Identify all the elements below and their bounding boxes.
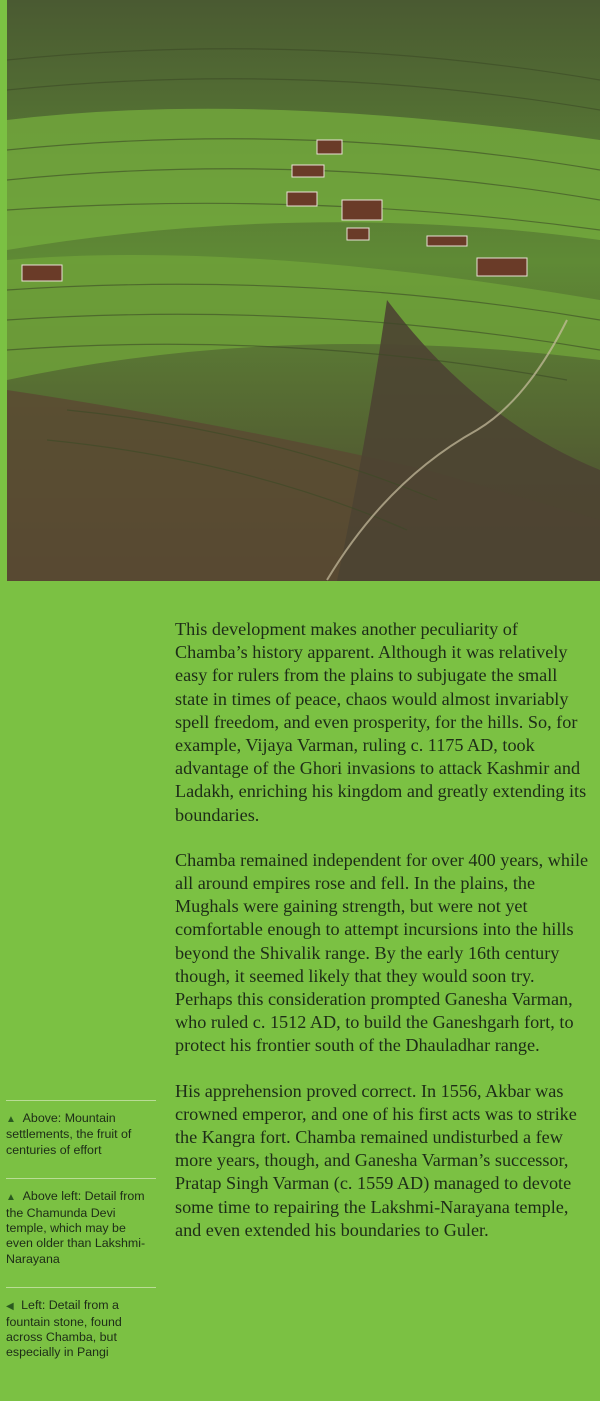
paragraph-3: His apprehension proved correct. In 1556, Akbar was crowned emperor, and one of his first acts was to strike the Kangra fort. Chamba remained undisturbed a few more years, though, and Ganesha Varman’s successor, Pratap Singh Varman (c. 1559 AD) managed to devote some time to repairing the Lakshmi-Narayana temple, and even extended his boundaries to Guler. <box>175 1080 577 1240</box>
paragraph-1: This development makes another peculiarity of Chamba’s history apparent. Although it was relatively easy for rulers from the plains to subjugate the small state in times of peace, chaos would almost invariably spell freedom, and even prosperity, for the hills. So, for example, Vijaya Varman, ruling c. 1175 AD, took advantage of the Ghori invasions to attack Kashmir and Ladakh, enriching his kingdom and greatly extending its boundaries. <box>175 619 587 825</box>
article-body <box>175 618 595 1264</box>
left-arrow-icon: ◀ <box>6 1301 14 1313</box>
up-arrow-icon: ▲ <box>6 1192 16 1204</box>
caption-text: Above left: Detail from the Chamunda Devi temple, which may be even older than Lakshmi-Narayana <box>6 1189 146 1266</box>
caption-text: Above: Mountain settlements, the fruit of centuries of effort <box>6 1111 132 1157</box>
paragraph-2: Chamba remained independent for over 400 years, while all around empires rose and fell. In the plains, the Mughals were gaining strength, but were not yet comfortable enough to attempt incursions into the hills beyond the Shivalik range. By the early 16th century though, it seemed likely that they would soon try. Perhaps this consideration prompted Ganesha Varman, who ruled c. 1512 AD, to build the Ganeshgarh fort, to protect his frontier south of the Dhauladhar range. <box>175 849 589 1056</box>
caption-above-left <box>6 1178 156 1267</box>
caption-left <box>6 1287 156 1361</box>
caption-column <box>6 1100 156 1381</box>
up-arrow-icon: ▲ <box>6 1114 16 1125</box>
caption-text: Left: Detail from a fountain stone, found across Chamba, but especially in Pangi <box>6 1298 122 1360</box>
mountain-terraces-image <box>7 0 600 581</box>
terraced-hillside-photo <box>7 0 600 581</box>
caption-above <box>6 1100 156 1158</box>
